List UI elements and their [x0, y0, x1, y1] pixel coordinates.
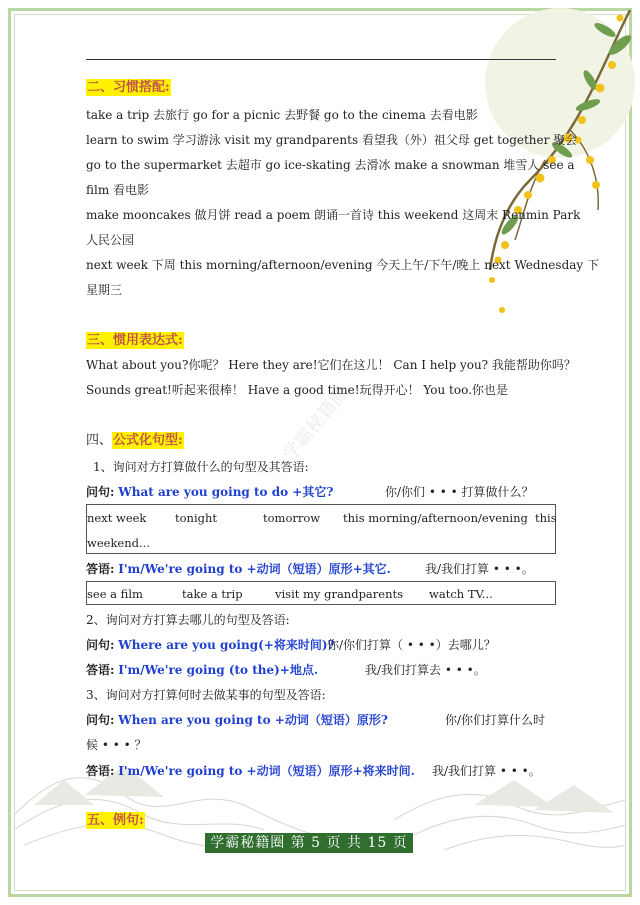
item-1-question-cn: 你/你们 • • • 打算做什么？ [385, 485, 534, 499]
box-cell: weekend... [87, 536, 150, 550]
box-cell: tonight [175, 511, 218, 525]
section-2-heading: 二、习惯搭配: [87, 80, 170, 95]
item-1-question: 问句: What are you going to do +其它? [86, 485, 334, 499]
item-2-answer-cn: 我/我们打算去 • • •。 [365, 663, 486, 677]
section-3-line: What about you?你呢？ Here they are!它们在这儿！ Can I help you? 我能帮助你吗？ [86, 358, 576, 372]
item-2-question: 问句: Where are you going(+将来时间)? [86, 638, 335, 652]
item-1-title: 1、询问对方打算做什么的句型及其答语: [93, 460, 309, 474]
item-1-answer-cn: 我/我们打算 • • •。 [425, 562, 534, 576]
box-cell: next week [87, 511, 147, 525]
activities-box [86, 581, 556, 605]
item-3-question-cn-cont: 候 • • • ？ [86, 738, 147, 752]
item-3-title: 3、询问对方打算何时去做某事的句型及答语: [86, 688, 326, 702]
section-5-heading: 五、例句: [87, 813, 144, 828]
item-2-title: 2、询问对方打算去哪儿的句型及答语: [86, 613, 290, 627]
watermark: 学霸秘籍圈 [279, 382, 354, 466]
section-2-line: film 看电影 [86, 183, 150, 197]
item-1-answer: 答语: I'm/We're going to +动词（短语）原形+其它. [86, 562, 391, 576]
box-cell: watch TV... [429, 587, 493, 601]
box-cell: see a film [87, 587, 143, 601]
section-3-line: Sounds great!听起来很棒！ Have a good time!玩得开心！ You too.你也是 [86, 383, 508, 397]
section-2-line: take a trip 去旅行 go for a picnic 去野餐 go to the cinema 去看电影 [86, 108, 478, 122]
item-3-question: 问句: When are you going to +动词（短语）原形? [86, 713, 388, 727]
section-2-line: learn to swim 学习游泳 visit my grandparents 看望我（外）祖父母 get together 聚会 [86, 133, 578, 147]
item-3-answer: 答语: I'm/We're going to +动词（短语）原形+将来时间. [86, 764, 415, 778]
section-2-line: 人民公园 [86, 233, 135, 247]
section-3-heading: 三、惯用表达式: [87, 333, 183, 348]
box-cell: this [535, 511, 557, 525]
item-2-question-cn: 你/你们打算（ • • •）去哪儿？ [327, 638, 496, 652]
item-3-answer-cn: 我/我们打算 • • •。 [432, 764, 541, 778]
header-rule [86, 59, 556, 60]
item-2-answer: 答语: I'm/We're going (to the)+地点. [86, 663, 319, 677]
box-cell: tomorrow [263, 511, 321, 525]
mountain-landscape-decoration [14, 735, 626, 885]
section-4-heading: 四、公式化句型: [86, 433, 183, 448]
section-4-prefix: 四、 [86, 433, 113, 448]
box-cell: take a trip [182, 587, 243, 601]
section-2-line: make mooncakes 做月饼 read a poem 朗诵一首诗 this weekend 这周末 Renmin Park [86, 208, 581, 222]
section-2-line: 星期三 [86, 283, 123, 297]
item-3-question-cn: 你/你们打算什么时 [445, 713, 546, 727]
box-cell: visit my grandparents [275, 587, 404, 601]
section-2-line: go to the supermarket 去超市 go ice-skating 去滑冰 make a snowman 堆雪人 see a [86, 158, 575, 172]
section-2-line: next week 下周 this morning/afternoon/evening 今天上午/下午/晚上 next Wednesday 下 [86, 258, 600, 272]
page-footer: 学霸秘籍圈 第 5 页 共 15 页 [205, 833, 413, 853]
box-cell: this morning/afternoon/evening [343, 511, 528, 525]
time-expressions-box [86, 504, 556, 554]
